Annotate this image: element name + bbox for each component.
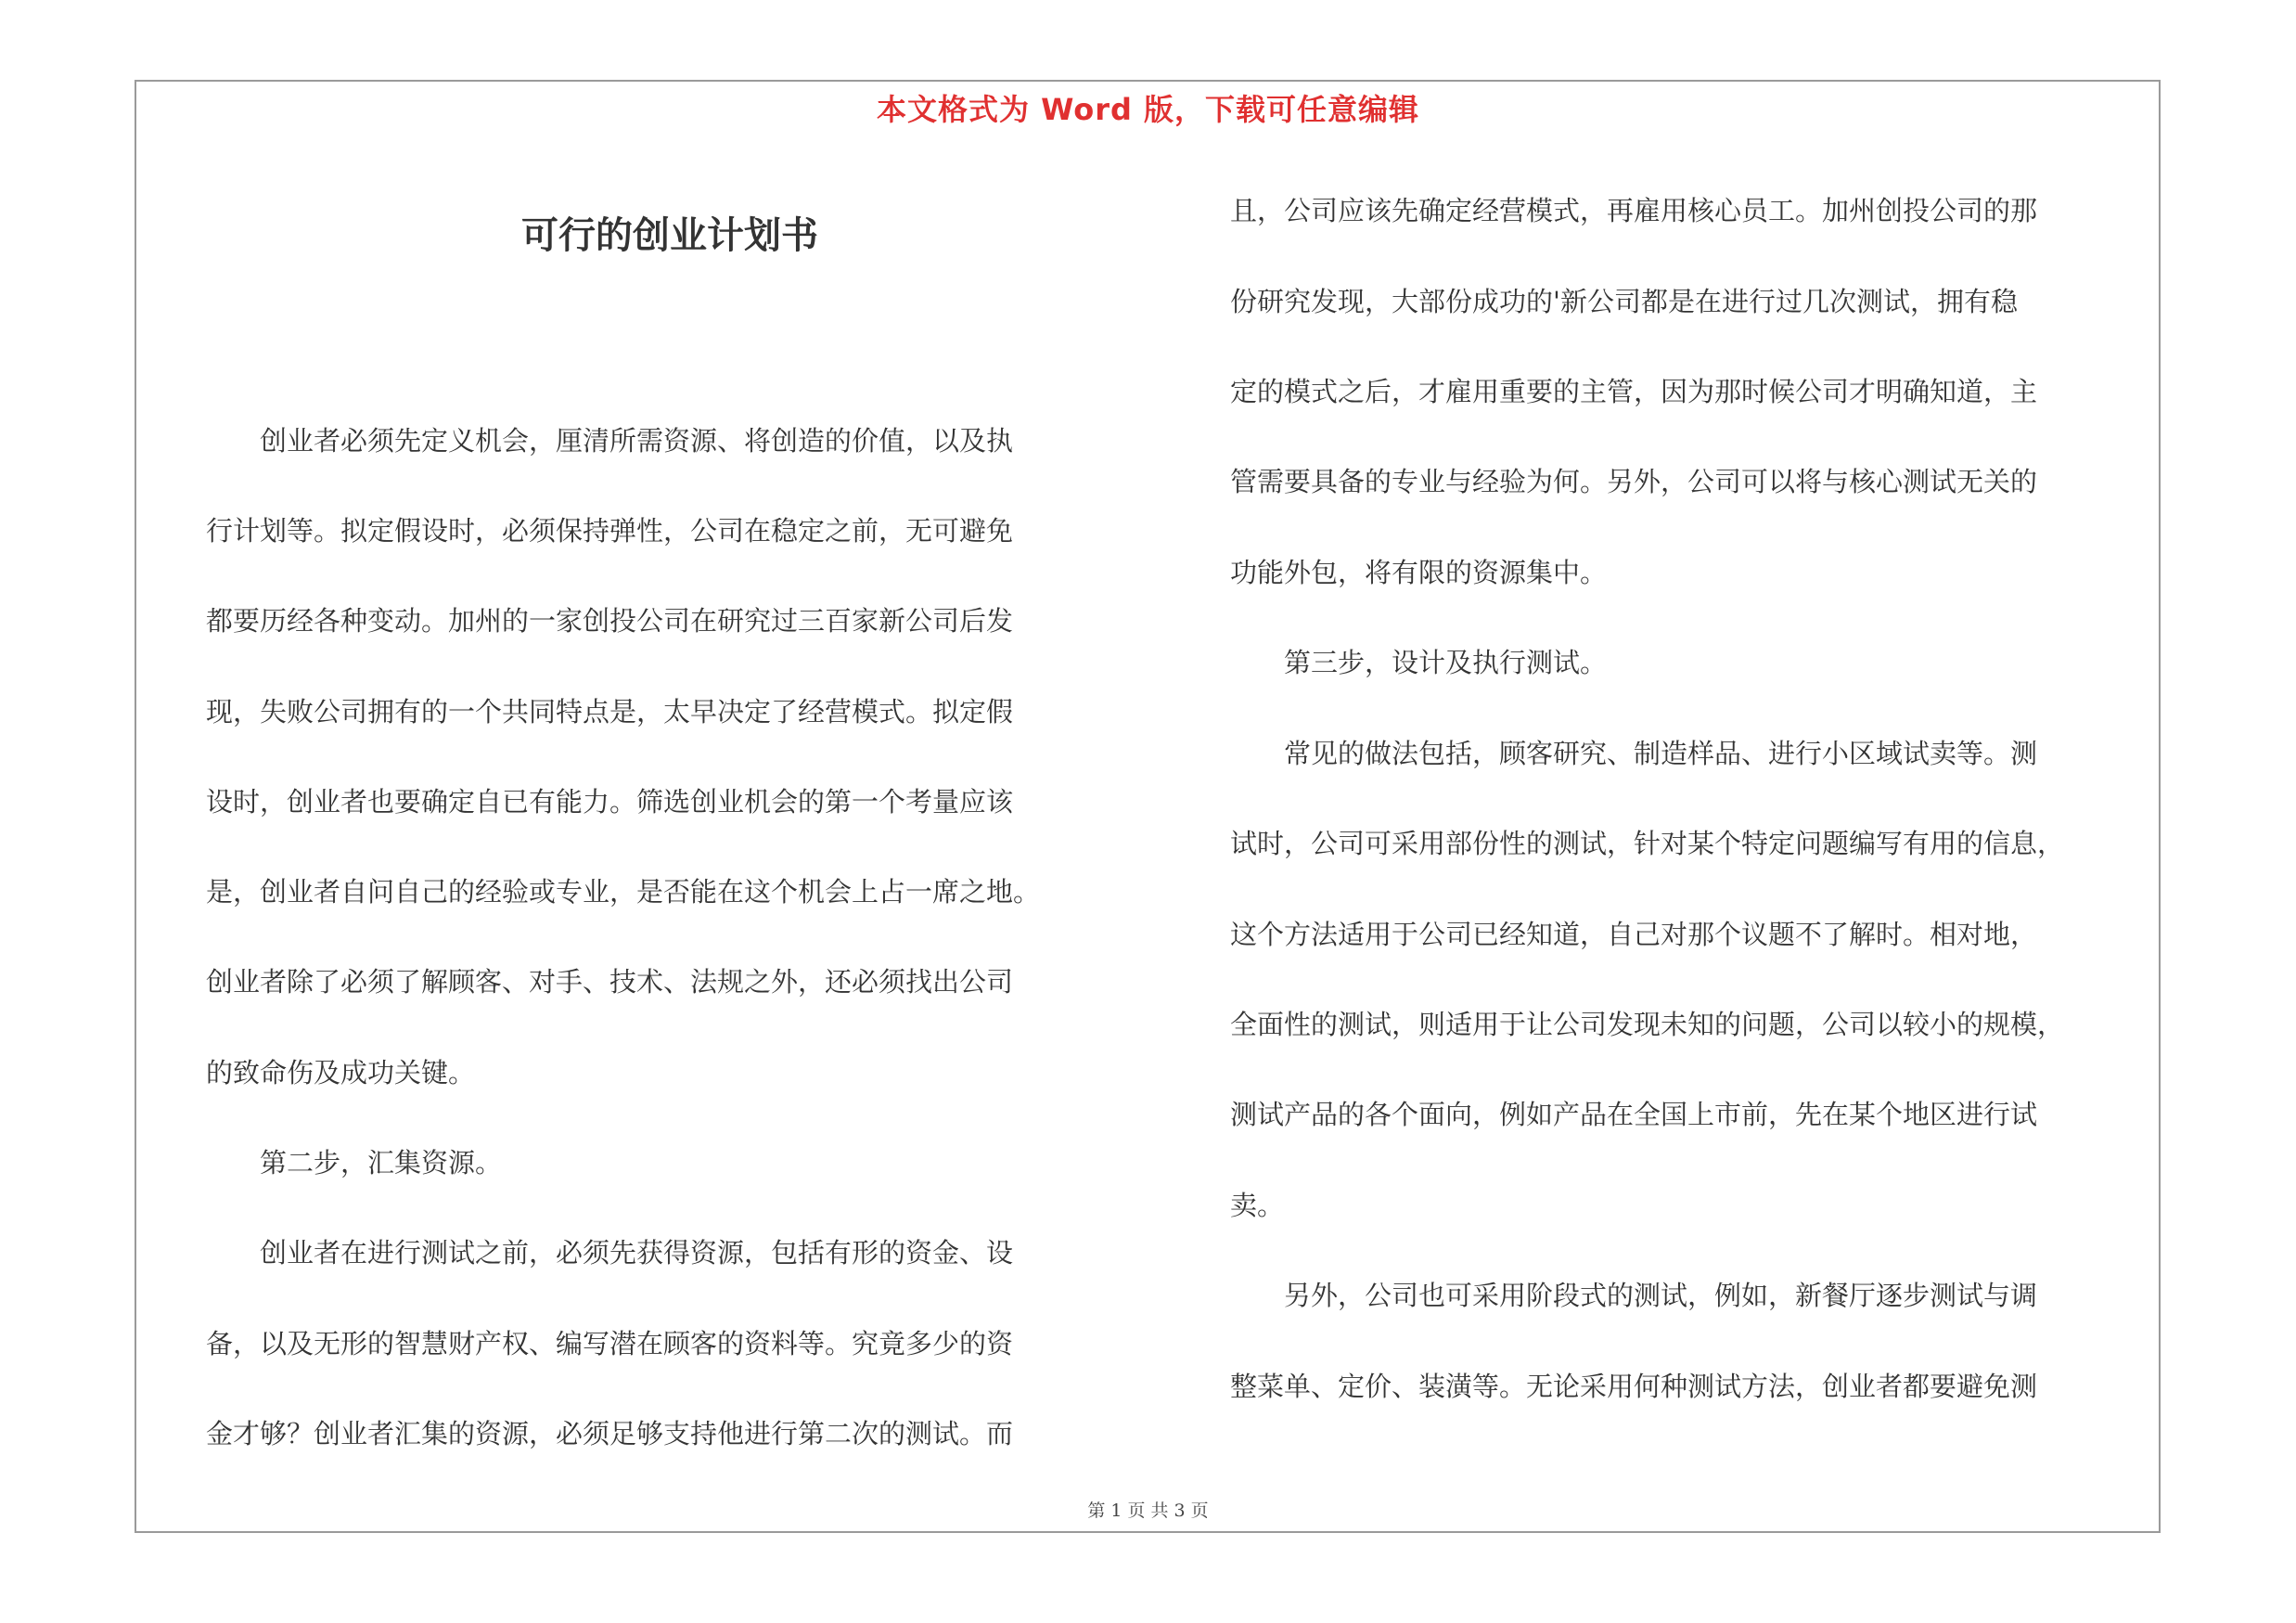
paragraph-line: 备，以及无形的智慧财产权、编写潜在顾客的资料等。究竟多少的资 [206,1328,1014,1359]
paragraph-line: 全面性的测试，则适用于让公司发现未知的问题，公司以较小的规模， [1230,1009,2065,1040]
paragraph-line: 卖。 [1230,1190,1285,1221]
paragraph-line: 试时，公司可采用部份性的测试，针对某个特定问题编写有用的信息， [1230,828,2065,859]
paragraph-line: 的致命伤及成功关键。 [206,1057,476,1088]
paragraph-line: 另外，公司也可采用阶段式的测试，例如，新餐厅逐步测试与调 [1230,1280,2038,1311]
paragraph-line: 现，失败公司拥有的一个共同特点是，太早决定了经营模式。拟定假 [206,696,1014,728]
section-heading-step-three: 第三步，设计及执行测试。 [1230,647,1608,678]
paragraph-line: 功能外包，将有限的资源集中。 [1230,557,1608,588]
paragraph-line: 常见的做法包括，顾客研究、制造样品、进行小区域试卖等。测 [1230,738,2038,769]
paragraph-line: 创业者除了必须了解顾客、对手、技术、法规之外，还必须找出公司 [206,966,1014,998]
paragraph-line: 定的模式之后，才雇用重要的主管，因为那时候公司才明确知道，主 [1230,376,2038,407]
word-format-banner: 本文格式为 Word 版，下载可任意编辑 [876,92,1420,127]
paragraph-line: 创业者在进行测试之前，必须先获得资源，包括有形的资金、设 [206,1237,1014,1269]
paragraph-line: 管需要具备的专业与经验为何。另外，公司可以将与核心测试无关的 [1230,466,2038,497]
page-number-footer: 第 1 页 共 3 页 [1087,1501,1209,1521]
paragraph-line: 都要历经各种变动。加州的一家创投公司在研究过三百家新公司后发 [206,605,1014,637]
paragraph-line: 份研究发现，大部份成功的'新公司都是在进行过几次测试，拥有稳 [1230,286,2018,317]
paragraph-line: 测试产品的各个面向，例如产品在全国上市前，先在某个地区进行试 [1230,1099,2038,1130]
paragraph-line: 整菜单、定价、装潢等。无论采用何种测试方法，创业者都要避免测 [1230,1371,2038,1402]
document-title: 可行的创业计划书 [521,214,818,257]
paragraph-line: 行计划等。拟定假设时，必须保持弹性，公司在稳定之前，无可避免 [206,515,1014,547]
paragraph-line: 这个方法适用于公司已经知道，自己对那个议题不了解时。相对地， [1230,919,2038,950]
paragraph-line: 创业者必须先定义机会，厘清所需资源、将创造的价值，以及执 [206,425,1014,457]
section-heading-step-two: 第二步，汇集资源。 [206,1147,503,1179]
paragraph-line: 金才够？创业者汇集的资源，必须足够支持他进行第二次的测试。而 [206,1418,1014,1449]
paragraph-line: 设时，创业者也要确定自已有能力。筛选创业机会的第一个考量应该 [206,786,1014,818]
paragraph-line: 且，公司应该先确定经营模式，再雇用核心员工。加州创投公司的那 [1230,195,2038,226]
paragraph-line: 是，创业者自问自己的经验或专业，是否能在这个机会上占一席之地。 [206,876,1041,908]
